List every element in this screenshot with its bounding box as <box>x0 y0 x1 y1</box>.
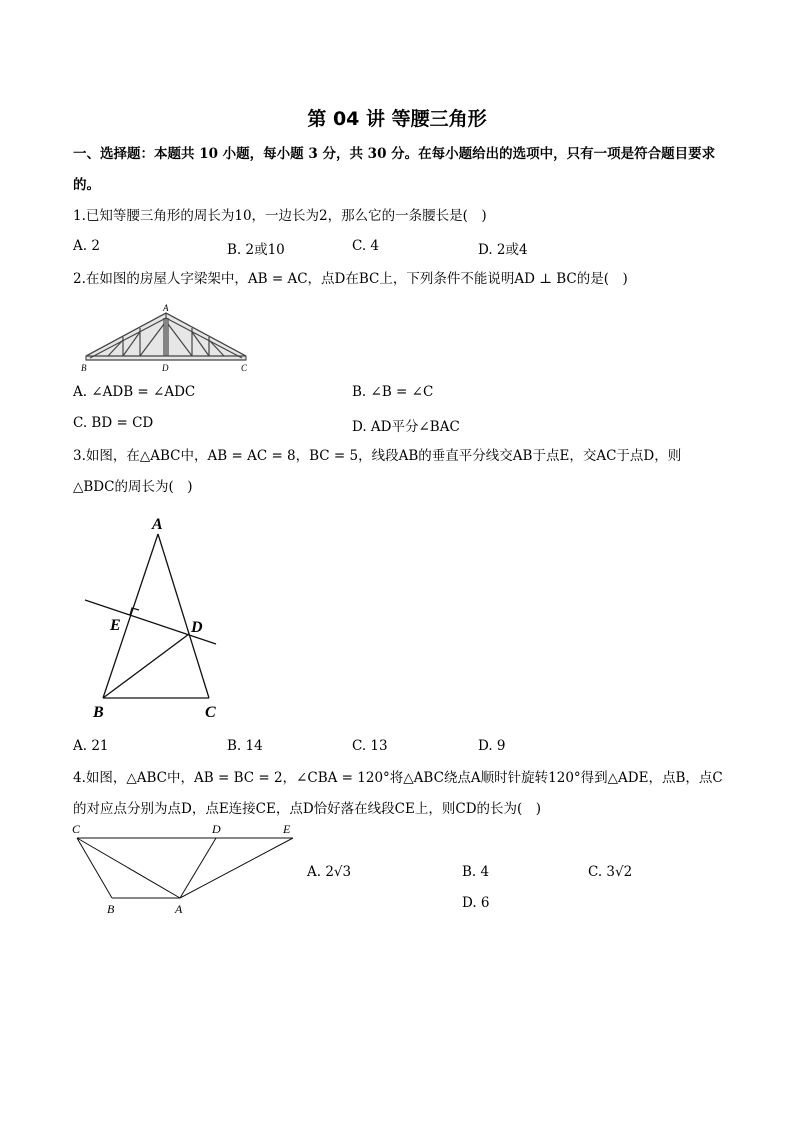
q1-option-a: A. 2 <box>73 238 100 254</box>
question-3-stem-line1: 3.如图，在△ABC中，AB = AC = 8，BC = 5，线段AB的垂直平分线交AB于点E，交AC于点D，则 <box>73 448 682 464</box>
q3-option-b: B. 14 <box>227 738 263 754</box>
q2-option-b: B. ∠B = ∠C <box>352 384 434 400</box>
rot-label-a: A <box>175 902 183 916</box>
q4-option-a: A. 2√3 <box>307 864 352 880</box>
truss-label-d: D <box>162 363 169 373</box>
q3-option-c: C. 13 <box>352 738 388 754</box>
q3-option-d: D. 9 <box>478 738 506 754</box>
rot-label-c: C <box>72 822 81 836</box>
roof-truss-figure <box>78 300 258 375</box>
section-header-line2: 的。 <box>73 177 100 193</box>
question-4-stem-line1: 4.如图，△ABC中，AB = BC = 2，∠CBA = 120°将△ABC绕点A顺时针旋转120°得到△ADE，点B，点C <box>73 770 723 786</box>
section-header-line1: 一、选择题：本题共 10 小题，每小题 3 分，共 30 分。在每小题给出的选项中，只有一项是符合题目要求 <box>73 146 716 162</box>
question-1-stem: 1.已知等腰三角形的周长为10，一边长为2，那么它的一条腰长是( ) <box>73 208 487 224</box>
tri-label-d: D <box>191 619 203 636</box>
q4-option-b: B. 4 <box>462 864 490 880</box>
rot-label-b: B <box>107 902 115 916</box>
q4-option-d: D. 6 <box>462 895 490 911</box>
triangle-abc-figure <box>78 512 228 722</box>
truss-label-c: C <box>241 363 248 373</box>
q1-option-d: D. 2或4 <box>478 242 528 258</box>
question-2-stem: 2.在如图的房屋人字梁架中，AB = AC，点D在BC上，下列条件不能说明AD ⊥ BC的是( ) <box>73 271 628 287</box>
truss-label-b: B <box>81 363 87 373</box>
page-title: 第 04 讲 等腰三角形 <box>307 108 487 130</box>
truss-label-a: A <box>163 303 169 313</box>
rotation-figure <box>68 820 308 918</box>
rot-label-e: E <box>283 822 291 836</box>
q4-option-c: C. 3√2 <box>588 864 633 880</box>
rot-label-d: D <box>212 822 221 836</box>
tri-label-a: A <box>152 516 163 533</box>
q2-option-d: D. AD平分∠BAC <box>352 419 460 435</box>
tri-label-e: E <box>110 617 121 634</box>
question-4-stem-line2: 的对应点分别为点D，点E连接CE，点D恰好落在线段CE上，则CD的长为( ) <box>73 801 542 817</box>
q2-option-c: C. BD = CD <box>73 415 154 431</box>
tri-label-b: B <box>93 704 104 721</box>
q1-option-b: B. 2或10 <box>227 242 285 258</box>
question-3-stem-line2: △BDC的周长为( ) <box>73 479 193 495</box>
q3-option-a: A. 21 <box>73 738 109 754</box>
q1-option-c: C. 4 <box>352 238 380 254</box>
q2-option-a: A. ∠ADB = ∠ADC <box>73 384 196 400</box>
tri-label-c: C <box>205 704 216 721</box>
